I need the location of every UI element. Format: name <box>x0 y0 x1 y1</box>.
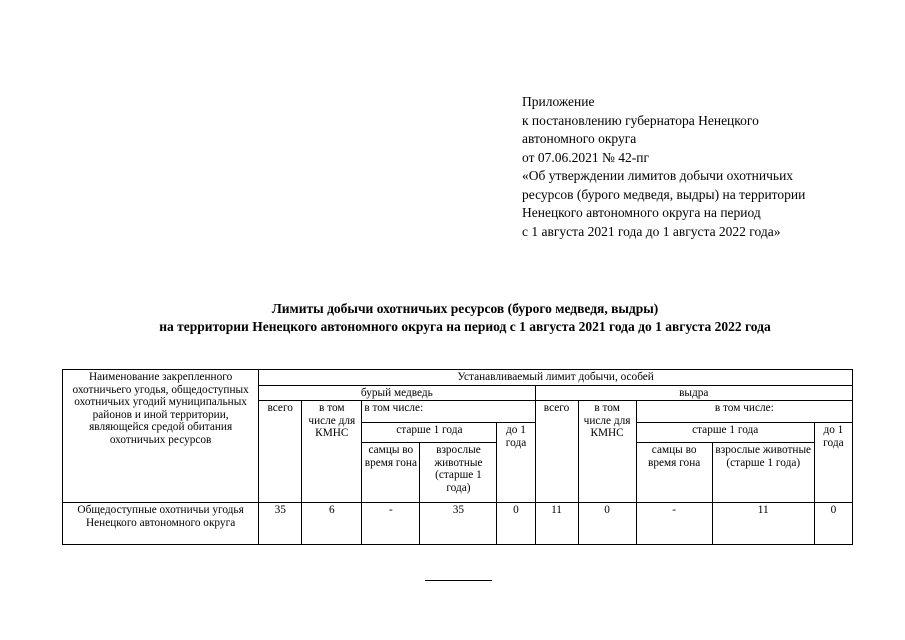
limits-table <box>62 369 853 545</box>
header-otter-males-rut: самцы во время гона <box>636 443 712 503</box>
header-bear-older1: старше 1 года <box>362 423 497 443</box>
row-bear-males: - <box>362 503 420 545</box>
header-otter-total: всего <box>535 401 578 503</box>
header-otter-under1: до 1 года <box>814 423 852 503</box>
row-bear-under1: 0 <box>497 503 535 545</box>
appendix-line: автономного округа <box>522 131 637 146</box>
row-otter-total: 11 <box>535 503 578 545</box>
header-bear: бурый медведь <box>259 385 535 401</box>
header-limit: Устанавливаемый лимит добычи, особей <box>259 370 853 386</box>
header-bear-adults: взрослые животные (старше 1 года) <box>420 443 497 503</box>
row-bear-adults: 35 <box>420 503 497 545</box>
header-otter-adults: взрослые животные (старше 1 года) <box>712 443 814 503</box>
row-bear-total: 35 <box>259 503 302 545</box>
row-otter-adults: 11 <box>712 503 814 545</box>
document-title <box>40 300 890 335</box>
row-bear-kmns: 6 <box>302 503 362 545</box>
header-bear-under1: до 1 года <box>497 423 535 503</box>
appendix-line: с 1 августа 2021 года до 1 августа 2022 года» <box>522 223 781 239</box>
header-otter: выдра <box>535 385 853 401</box>
title-line-1: Лимиты добычи охотничьих ресурсов (бурого медведя, выдры) <box>271 301 659 316</box>
header-bear-kmns: в том числе для КМНС <box>302 401 362 503</box>
header-bear-including: в том числе: <box>362 401 535 423</box>
appendix-block <box>522 93 882 241</box>
appendix-line: Ненецкого автономного округа на период <box>522 205 761 220</box>
header-bear-males-rut: самцы во время гона <box>362 443 420 503</box>
title-line-2: на территории Ненецкого автономного округа на период с 1 августа 2021 года до 1 августа 2022 года <box>159 318 771 334</box>
header-bear-total: всего <box>259 401 302 503</box>
header-territory-name: Наименование закрепленного охотничьего угодья, общедоступных охотничьих угодий муниципальных районов и иной территории, являющейся средой обитания охотничьих ресурсов <box>63 370 259 503</box>
table-row <box>63 503 853 545</box>
row-otter-males: - <box>636 503 712 545</box>
row-otter-kmns: 0 <box>578 503 636 545</box>
appendix-line: ресурсов (бурого медведя, выдры) на территории <box>522 186 806 202</box>
appendix-line: от 07.06.2021 № 42-пг <box>522 149 649 165</box>
appendix-line: «Об утверждении лимитов добычи охотничьих <box>522 168 794 183</box>
header-otter-older1: старше 1 года <box>636 423 814 443</box>
appendix-line: к постановлению губернатора Ненецкого <box>522 112 759 128</box>
header-otter-including: в том числе: <box>636 401 852 423</box>
footer-divider <box>425 580 492 581</box>
row-territory-name: Общедоступные охотничьи угодья Ненецкого автономного округа <box>63 503 259 545</box>
appendix-line: Приложение <box>522 94 595 109</box>
header-otter-kmns: в том числе для КМНС <box>578 401 636 503</box>
row-otter-under1: 0 <box>814 503 852 545</box>
